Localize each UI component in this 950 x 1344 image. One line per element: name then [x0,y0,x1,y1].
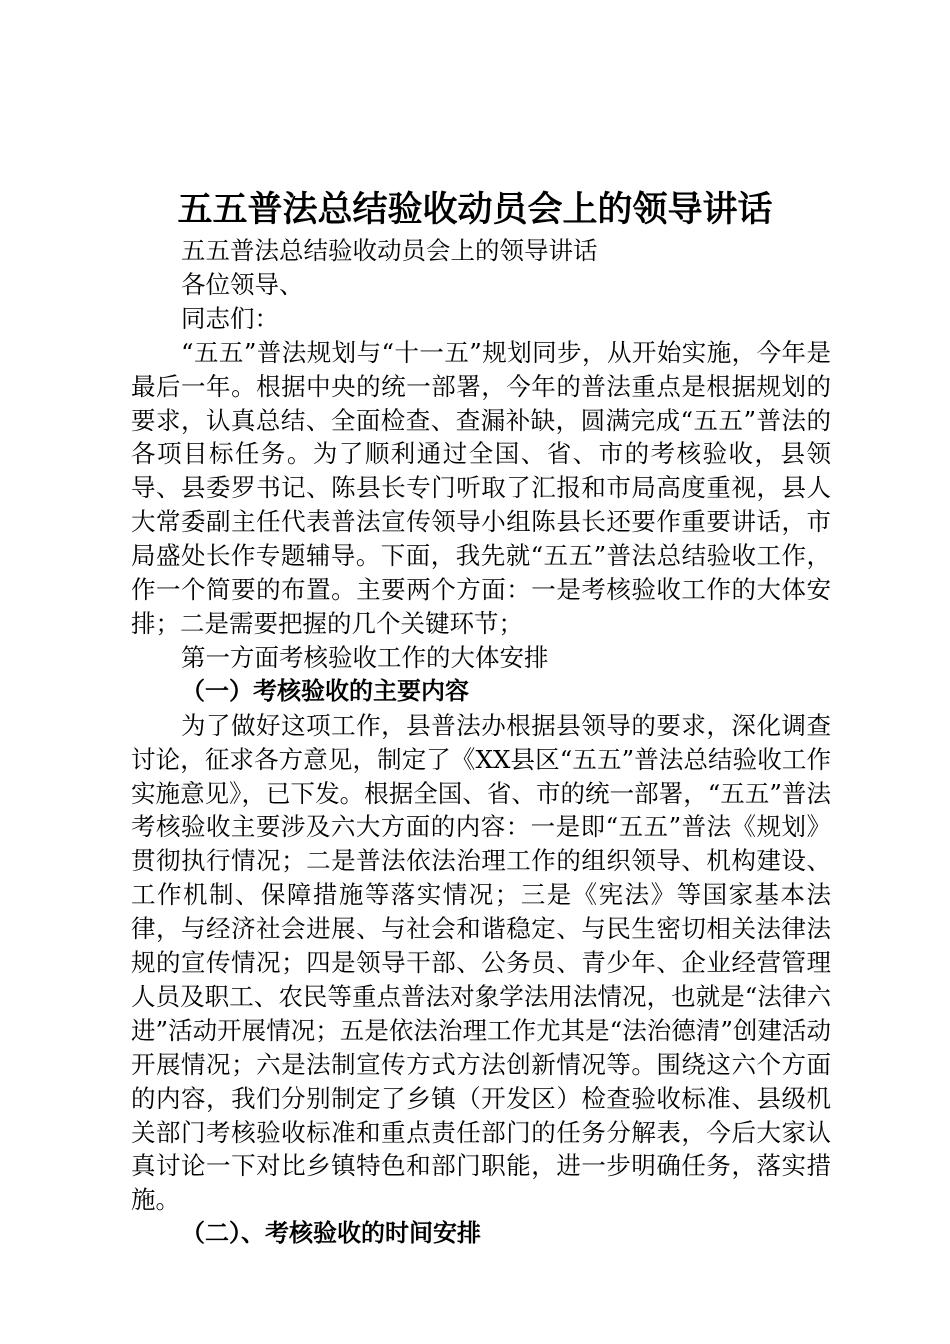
document-body [131,234,831,1251]
heading-main-content: （一）考核验收的主要内容 [181,676,469,705]
paragraph-intro: “五五”普法规划与“十一五”规划同步，从开始实施，今年是最后一年。根据中央的统一部署，今年的普法重点是根据规划的要求，认真总结、全面检查、查漏补缺，圆满完成“五五”普法的各项目标任务。为了顺利通过全国、省、市的考核验收，县领导、县委罗书记、陈县长专门听取了汇报和市局高度重视，县人大常委副主任代表普法宣传领导小组陈县长还要作重要讲话，市局盛处长作专题辅导。下面，我先就“五五”普法总结验收工作，作一个简要的布置。主要两个方面：一是考核验收工作的大体安排；二是需要把握的几个关键环节； [131,337,831,638]
subtitle-line: 五五普法总结验收动员会上的领导讲话 [181,236,598,265]
section-title: 第一方面考核验收工作的大体安排 [181,642,549,672]
salutation-comrades: 同志们： [181,303,279,333]
document-title: 五五普法总结验收动员会上的领导讲话 [177,189,773,230]
paragraph-main-content: 为了做好这项工作，县普法办根据县领导的要求，深化调查讨论，征求各方意见，制定了《XX县区“五五”普法总结验收工作实施意见》，已下发。根据全国、省、市的统一部署，“五五”普法考核验收主要涉及六大方面的内容：一是即“五五”普法《规划》贯彻执行情况；二是普法依法治理工作的组织领导、机构建设、工作机制、保障措施等落实情况；三是《宪法》等国家基本法律，与经济社会进展、与社会和谐稳定、与民生密切相关法律法规的宣传情况；四是领导干部、公务员、青少年、企业经营管理人员及职工、农民等重点普法对象学法用法情况，也就是“法律六进”活动开展情况；五是依法治理工作尤其是“法治德清”创建活动开展情况；六是法制宣传方式方法创新情况等。围绕这六个方面的内容，我们分别制定了乡镇（开发区）检查验收标准、县级机关部门考核验收标准和重点责任部门的任务分解表，今后大家认真讨论一下对比乡镇特色和部门职能，进一步明确任务，落实措施。 [131,710,831,1215]
salutation-leaders: 各位领导、 [181,269,304,299]
heading-time-arrangement: （二）、考核验收的时间安排 [181,1219,481,1248]
